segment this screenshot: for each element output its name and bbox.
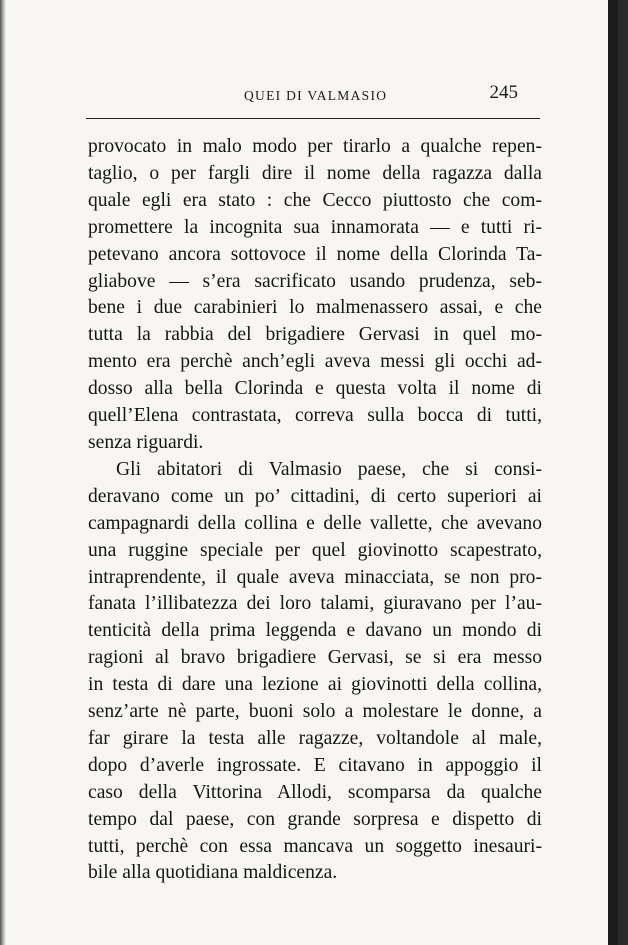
text-line: intraprendente, il quale aveva minacciata, se non pro- [88,566,542,588]
text-line: mento era perchè anch’egli aveva messi gli occhi ad- [88,351,542,373]
text-line: taglio, o per fargli dire il nome della ragazza dalla [88,162,542,184]
page-left-edge-shadow [0,0,6,945]
page-header [88,82,540,110]
text-line: una ruggine speciale per quel giovinotto scapestrato, [88,539,542,561]
body-text [88,134,542,887]
header-rule [86,118,540,119]
paragraph-end-line: bile alla quotidiana maldicenza. [88,862,338,884]
text-line: tempo dal paese, con grande sorpresa e dispetto di [88,808,542,830]
running-title: QUEI DI VALMASIO [244,88,388,103]
text-line: petevano ancora sottovoce il nome della Clorinda Ta- [88,243,542,265]
text-line: far girare la testa alle ragazze, voltandole al male, [88,727,542,749]
text-line: quell’Elena contrastata, correva sulla bocca di tutti, [88,405,542,427]
text-line: provocato in malo modo per tirarlo a qualche repen- [88,136,542,157]
page-right-edge-dark [608,0,618,945]
text-line: bene i due carabinieri lo malmenassero assai, e che [88,297,542,319]
text-line: deravano come un po’ cittadini, di certo superiori ai [88,485,542,507]
text-line: dosso alla bella Clorinda e questa volta il nome di [88,378,542,400]
text-line: campagnardi della collina e delle vallette, che avevano [88,512,542,534]
text-line: tenticità della prima leggenda e davano un mondo di [88,620,542,642]
text-line: gliabove — s’era sacrificato usando prudenza, seb- [88,270,542,292]
text-line: senz’arte nè parte, buoni solo a molestare le donne, a [88,701,542,723]
text-line: ragioni al bravo brigadiere Gervasi, se si era messo [88,647,542,669]
text-line: fanata l’illibatezza dei loro talami, giuravano per l’au- [88,593,542,615]
text-line: caso della Vittorina Allodi, scomparsa da qualche [88,781,542,803]
page-number: 245 [489,82,518,103]
text-line: promettere la incognita sua innamorata — e tutti ri- [88,216,542,238]
text-line: in testa di dare una lezione ai giovinotti della collina, [88,674,542,696]
text-line: tutti, perchè con essa mancava un soggetto inesauri- [88,835,542,857]
text-line: dopo d’averle ingrossate. E citavano in appoggio il [88,754,542,776]
text-line: quale egli era stato : che Cecco piuttosto che com- [88,189,542,211]
paragraph-end-line: senza riguardi. [88,431,204,453]
text-line: tutta la rabbia del brigadiere Gervasi in quel mo- [88,324,542,346]
paragraph-start-line: Gli abitatori di Valmasio paese, che si consi- [116,458,542,480]
